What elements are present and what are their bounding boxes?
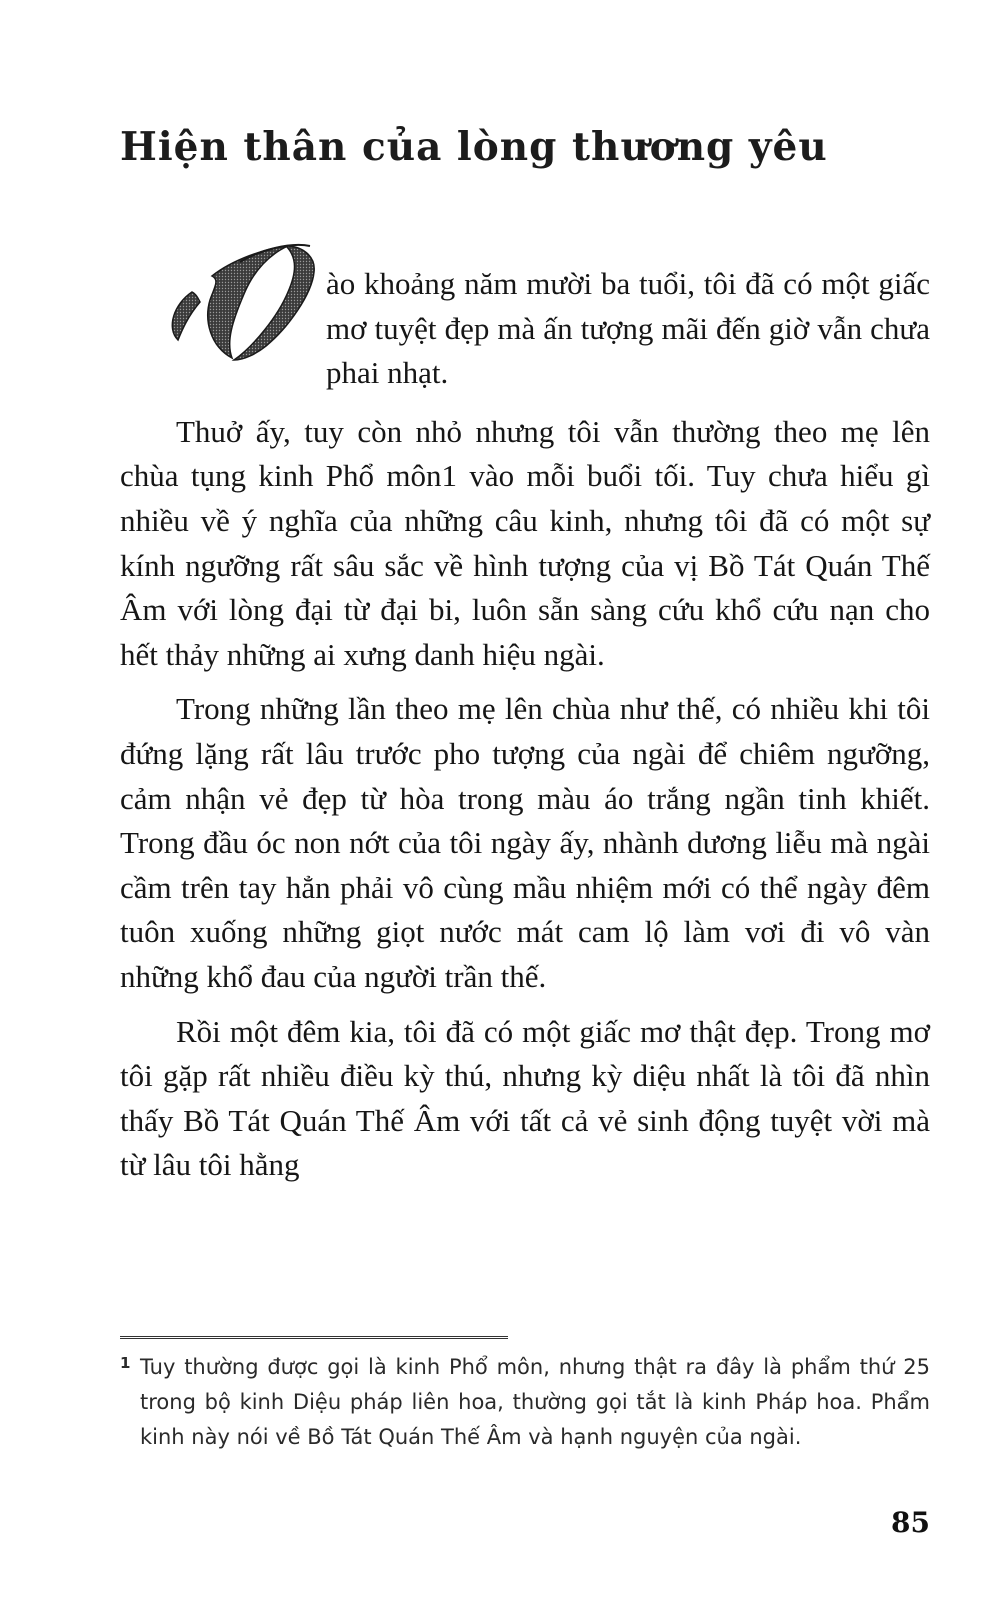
footnote-text: Tuy thường được gọi là kinh Phổ môn, nhưng thật ra đây là phẩm thứ 25 trong bộ kinh Diệu pháp liên hoa, thường gọi tắt là kinh Pháp hoa. Phẩm kinh này nói về Bồ Tát Quán Thế Âm và hạnh nguyện của ngài. [140,1355,930,1449]
dropcap-v-icon [170,242,320,364]
paragraph-4: Rồi một đêm kia, tôi đã có một giấc mơ thật đẹp. Trong mơ tôi gặp rất nhiều điều kỳ thú, nhưng kỳ diệu nhất là tôi đã nhìn thấy Bồ Tát Quán Thế Âm với tất cả vẻ sinh động tuyệt vời mà từ lâu tôi hằng [120,1013,930,1183]
paragraph-3: Trong những lần theo mẹ lên chùa như thế, có nhiều khi tôi đứng lặng rất lâu trước pho tượng của ngài để chiêm ngưỡng, cảm nhận vẻ đẹp từ hòa trong màu áo trắng ngần tinh khiết. Trong đầu óc non nớt của tôi ngày ấy, nhành dương liễu mà ngài cầm trên tay hẳn phải vô cùng mầu nhiệm mới có thể ngày đêm tuôn xuống những giọt nước mát cam lộ làm vơi đi vô vàn những khổ đau của người trần thế. [120,691,930,994]
dropcap [120,266,324,362]
footnote-mark: 1 [120,1354,131,1372]
paragraph-1-text: ào khoảng năm mười ba tuổi, tôi đã có một giấc mơ tuyệt đẹp mà ấn tượng mãi đến giờ vẫn chưa phai nhạt. [326,266,930,391]
footnote-divider [120,1336,508,1339]
page-number: 85 [891,1506,930,1539]
paragraph-2: Thuở ấy, tuy còn nhỏ nhưng tôi vẫn thường theo mẹ lên chùa tụng kinh Phổ môn1 vào mỗi buổi tối. Tuy chưa hiểu gì nhiều về ý nghĩa của những câu kinh, nhưng tôi đã có một sự kính ngưỡng rất sâu sắc về hình tượng của vị Bồ Tát Quán Thế Âm với lòng đại từ đại bi, luôn sẵn sàng cứu khổ cứu nạn cho hết thảy những ai xưng danh hiệu ngài. [120,413,930,672]
body-text [120,262,930,1198]
paragraph-1 [120,262,930,396]
footnote [120,1350,930,1455]
chapter-title: Hiện thân của lòng thương yêu [120,124,828,170]
